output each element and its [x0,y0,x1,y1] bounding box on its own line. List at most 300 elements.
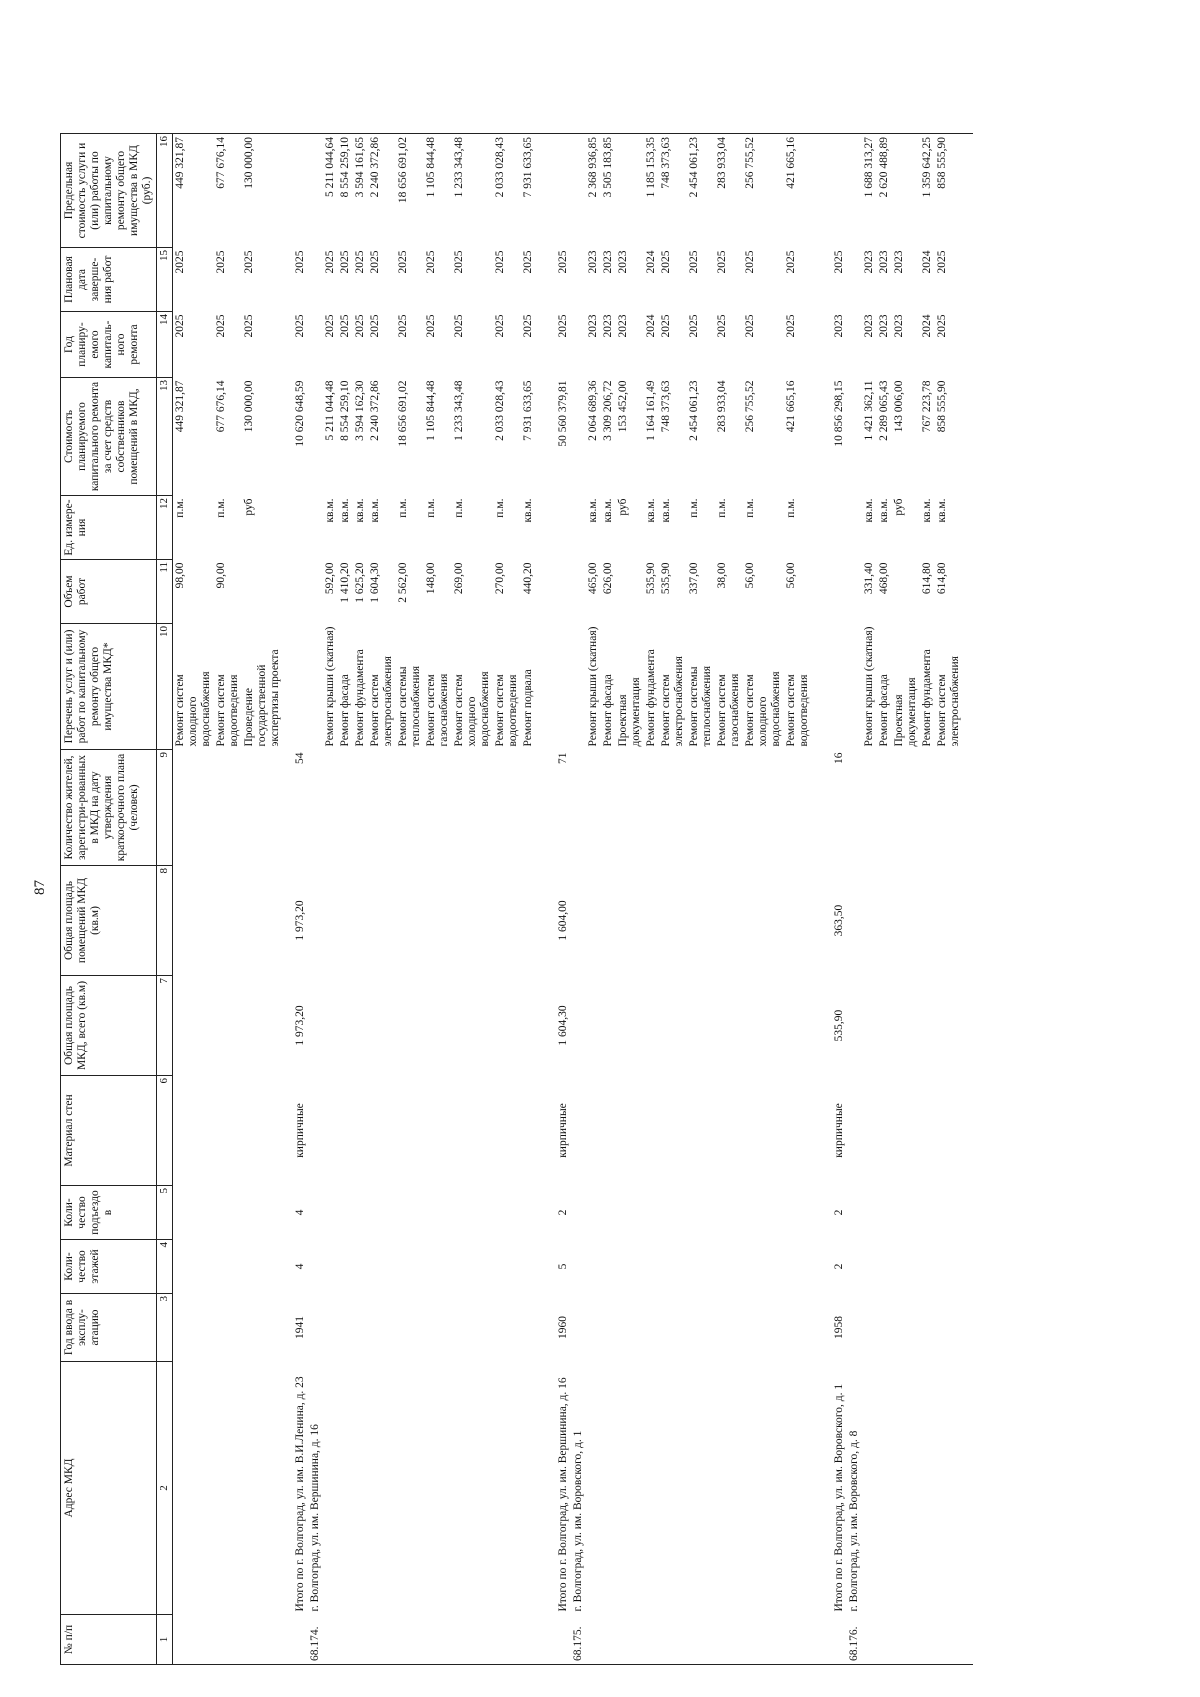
empty-cell [743,866,784,976]
work-end-date: 2025 [174,250,186,274]
work-name: Ремонт крыши (скатная) [587,626,599,747]
empty-cell [920,750,935,866]
item-number: 68.175. [571,1615,586,1665]
empty-cell [338,1362,353,1615]
empty-cell [396,866,424,976]
empty-cell [571,248,586,312]
empty-cell [571,1186,586,1240]
empty-cell [424,1076,452,1186]
work-cost: 130 000,00 [243,380,255,433]
empty-cell [687,866,715,976]
empty-cell [784,1240,812,1294]
empty-cell [586,750,601,866]
column-header: Плановая дата заверше-ния работ [61,248,157,312]
work-row [396,134,424,1665]
work-limit-cost: 256 755,52 [743,134,784,248]
work-unit: п.м. [174,498,186,518]
capital-repair-table [60,133,973,1665]
empty-cell [687,976,715,1076]
empty-cell [832,496,847,560]
work-name: Ремонт подвала [522,669,534,747]
empty-cell [822,560,832,624]
work-row [935,134,963,1665]
empty-cell [173,866,215,976]
empty-cell [536,750,546,866]
empty-cell [214,750,242,866]
work-end-date: 2024 [921,250,933,274]
column-header: Стоимость планируемого капитального ремонта за счет средств собственников помещений в МКД, [61,378,157,496]
empty-cell [847,496,862,560]
empty-cell [743,1294,784,1362]
column-number: 3 [157,1294,173,1362]
empty-cell [338,1186,353,1240]
work-limit-cost: 1 688 313,27 [862,134,877,248]
empty-cell [353,1076,368,1186]
empty-cell [242,1294,283,1362]
column-number: 6 [157,1076,173,1186]
work-limit-cost: 1 359 642,25 [920,134,935,248]
empty-cell [308,312,323,378]
empty-cell [546,560,556,624]
empty-cell [586,1615,601,1665]
empty-cell [242,1240,283,1294]
empty-cell [586,1240,601,1294]
empty-cell [743,1362,784,1615]
work-limit-cost: 3 505 183,85 [601,134,616,248]
work-name: Ремонт крыши (скатная) [863,626,875,747]
work-name: Ремонт систем водоотведения [215,674,240,747]
work-unit: кв.м. [339,498,351,523]
empty-cell [935,1294,963,1362]
building-address: г. Волгоград, ул. им. Воровского, д. 1 [572,1430,584,1612]
work-year: 2023 [602,314,614,338]
empty-cell [920,1362,935,1615]
empty-cell [242,1362,283,1615]
work-limit-cost: 283 933,04 [715,134,743,248]
work-unit: кв.м. [602,498,614,523]
empty-cell [424,1186,452,1240]
empty-cell [536,1240,546,1294]
work-volume: 468,00 [878,562,890,595]
work-volume: 614,80 [936,562,948,595]
empty-cell [847,378,862,496]
work-end-date: 2025 [324,250,336,274]
empty-cell [862,1615,877,1665]
empty-cell [644,1240,659,1294]
spacer-row [546,134,556,1665]
work-row [743,134,784,1665]
empty-cell [601,750,616,866]
empty-cell [935,1240,963,1294]
empty-cell [452,750,493,866]
empty-cell [715,750,743,866]
empty-cell [743,1240,784,1294]
empty-cell [659,1615,687,1665]
empty-cell [368,1615,396,1665]
work-unit: кв.м. [660,498,672,523]
work-unit: кв.м. [645,498,657,523]
column-header: Год планиру-емого капиталь-ного ремонта [61,312,157,378]
empty-cell [847,248,862,312]
work-end-date: 2023 [893,250,905,274]
empty-cell [586,1186,601,1240]
empty-cell [963,1186,973,1240]
work-row [353,134,368,1665]
page-number: 87 [32,880,48,895]
area-premises: 1 973,20 [294,900,306,941]
empty-cell [424,1362,452,1615]
work-cost: 2 064 689,36 [587,380,599,441]
empty-cell [715,1362,743,1615]
empty-cell [396,976,424,1076]
work-end-date: 2025 [494,250,506,274]
empty-cell [546,1294,556,1362]
empty-cell [963,1615,973,1665]
work-cost: 153 452,00 [617,380,629,433]
column-header: Адрес МКД [61,1362,157,1615]
work-row [173,134,215,1665]
empty-cell [521,866,536,976]
empty-cell [847,560,862,624]
work-limit-cost: 677 676,14 [214,134,242,248]
work-end-date: 2025 [522,250,534,274]
empty-cell [214,866,242,976]
work-volume: 2 562,00 [397,562,409,603]
column-number: 5 [157,1186,173,1240]
empty-cell [822,1362,832,1615]
work-year: 2023 [863,314,875,338]
work-year: 2024 [921,314,933,338]
empty-cell [659,1240,687,1294]
empty-cell [546,1615,556,1665]
empty-cell [847,312,862,378]
work-unit: руб [893,498,905,516]
work-unit: кв.м. [587,498,599,523]
empty-cell [586,976,601,1076]
empty-cell [812,1615,822,1665]
work-cost: 2 240 372,86 [369,380,381,441]
empty-cell [812,1240,822,1294]
empty-cell [546,866,556,976]
total-cost: 10 620 648,59 [294,380,306,447]
empty-cell [784,750,812,866]
empty-cell [743,1615,784,1665]
empty-cell [283,1076,293,1186]
empty-cell [687,1076,715,1186]
empty-cell [173,976,215,1076]
empty-cell [368,1076,396,1186]
work-cost: 1 105 844,48 [425,380,437,441]
empty-cell [784,1294,812,1362]
column-number: 15 [157,248,173,312]
empty-cell [308,1240,323,1294]
empty-cell [521,1186,536,1240]
column-header: Коли-чество подъездо в [61,1186,157,1240]
empty-cell [601,1186,616,1240]
work-row [616,134,644,1665]
empty-cell [308,378,323,496]
total-end-date: 2025 [557,250,569,274]
empty-cell [920,1076,935,1186]
column-number: 10 [157,624,173,750]
column-header: Перечень услуг и (или) работ по капитальному ремонту общего имущества МКД* [61,624,157,750]
empty-cell [586,866,601,976]
entrances-count: 4 [294,1209,306,1216]
empty-cell [935,1362,963,1615]
empty-cell [452,976,493,1076]
empty-cell [920,976,935,1076]
building-address: г. Волгоград, ул. им. Воровского, д. 8 [848,1430,860,1612]
empty-cell [743,1186,784,1240]
empty-cell [812,248,822,312]
empty-cell [571,624,586,750]
empty-cell [283,1362,293,1615]
address-row [847,134,862,1665]
empty-cell [659,750,687,866]
empty-cell [616,1615,644,1665]
empty-cell [935,976,963,1076]
column-number-row [157,134,173,1665]
work-limit-cost: 1 185 153,35 [644,134,659,248]
empty-cell [214,1294,242,1362]
empty-cell [173,1362,215,1615]
work-end-date: 2025 [744,250,756,274]
empty-cell [546,624,556,750]
empty-cell [338,1076,353,1186]
work-year: 2025 [397,314,409,338]
empty-cell [546,1076,556,1186]
empty-cell [963,1240,973,1294]
empty-cell [536,1615,546,1665]
empty-cell [963,624,973,750]
work-end-date: 2025 [453,250,465,274]
work-limit-cost: 748 373,63 [659,134,687,248]
empty-cell [784,866,812,976]
work-cost: 18 656 691,02 [397,380,409,447]
empty-cell [396,1294,424,1362]
empty-cell [687,1362,715,1615]
empty-cell [571,378,586,496]
residents-count: 71 [557,752,569,764]
work-unit: кв.м. [921,498,933,523]
spacer-row [963,134,973,1665]
empty-cell [546,312,556,378]
work-year: 2025 [522,314,534,338]
column-header: Количество жителей, зарегистри-рованных в МКД на дату утверждения краткосрочного плана (человек) [61,750,157,866]
empty-cell [424,1240,452,1294]
empty-cell [743,750,784,866]
empty-cell [822,624,832,750]
work-year: 2025 [936,314,948,338]
empty-cell [308,560,323,624]
empty-cell [452,1362,493,1615]
work-end-date: 2023 [587,250,599,274]
work-volume: 56,00 [744,562,756,589]
empty-cell [493,866,521,976]
empty-cell [715,1294,743,1362]
empty-cell [812,1076,822,1186]
work-end-date: 2025 [215,250,227,274]
empty-cell [877,1615,892,1665]
work-volume: 98,00 [174,562,186,589]
work-volume: 614,80 [921,562,933,595]
empty-cell [536,312,546,378]
empty-cell [601,1076,616,1186]
empty-cell [283,866,293,976]
work-name: Ремонт фасада [878,674,890,747]
build-year: 1960 [557,1316,569,1339]
empty-cell [812,750,822,866]
empty-cell [862,1240,877,1294]
empty-cell [963,134,973,248]
empty-cell [283,624,293,750]
work-name: Проектная документация [893,677,918,747]
empty-cell [832,1615,847,1665]
work-unit: п.м. [215,498,227,518]
work-limit-cost: 2 240 372,86 [368,134,396,248]
empty-cell [293,1615,308,1665]
work-year: 2025 [243,314,255,338]
empty-cell [847,134,862,248]
empty-cell [822,1186,832,1240]
empty-cell [323,976,338,1076]
empty-cell [892,976,920,1076]
work-volume: 337,00 [688,562,700,595]
empty-cell [242,1186,283,1240]
total-label: Итого по г. Волгоград, ул. им. Вершинина, д. 16 [557,1377,569,1612]
empty-cell [571,976,586,1076]
empty-cell [546,496,556,560]
work-limit-cost: 5 211 044,64 [323,134,338,248]
work-name: Ремонт систем электроснабжения [660,656,685,747]
work-row [715,134,743,1665]
work-volume: 56,00 [785,562,797,589]
total-plan-year: 2025 [557,314,569,338]
empty-cell [715,1615,743,1665]
empty-cell [283,1186,293,1240]
empty-cell [536,1362,546,1615]
building-address: г. Волгоград, ул. им. Вершинина, д. 16 [309,1424,321,1612]
empty-cell [571,134,586,248]
empty-cell [424,866,452,976]
empty-cell [822,866,832,976]
empty-cell [323,1186,338,1240]
empty-cell [892,1186,920,1240]
empty-cell [715,1186,743,1240]
work-volume: 592,00 [324,562,336,595]
work-volume [616,560,644,624]
work-year: 2023 [587,314,599,338]
empty-cell [935,750,963,866]
address-row [308,134,323,1665]
work-unit: п.м. [785,498,797,518]
empty-cell [424,1294,452,1362]
work-year: 2024 [645,314,657,338]
empty-cell [601,1240,616,1294]
spacer-row [822,134,832,1665]
work-volume: 1 604,30 [369,562,381,603]
empty-cell [396,1076,424,1186]
empty-cell [616,866,644,976]
work-row [452,134,493,1665]
empty-cell [424,750,452,866]
empty-cell [323,750,338,866]
empty-cell [571,866,586,976]
column-header: Общая площадь МКД, всего (кв.м) [61,976,157,1076]
empty-cell [283,750,293,866]
work-end-date: 2025 [369,250,381,274]
empty-cell [353,866,368,976]
empty-cell [812,1294,822,1362]
empty-cell [812,496,822,560]
total-plan-year: 2023 [833,314,845,338]
empty-cell [308,1076,323,1186]
work-limit-cost: 449 321,87 [173,134,215,248]
empty-cell [546,1186,556,1240]
work-limit-cost [892,134,920,248]
empty-cell [536,1186,546,1240]
empty-cell [452,1076,493,1186]
work-volume: 1 410,20 [339,562,351,603]
wall-material: кирпичные [833,1103,845,1158]
work-unit: кв.м. [369,498,381,523]
work-unit: кв.м. [354,498,366,523]
empty-cell [812,976,822,1076]
work-name: Ремонт крыши (скатная) [324,626,336,747]
work-row [214,134,242,1665]
work-end-date: 2025 [397,250,409,274]
work-year: 2025 [354,314,366,338]
work-unit: руб [243,498,255,516]
wall-material: кирпичные [557,1103,569,1158]
empty-cell [536,976,546,1076]
work-limit-cost: 2 454 061,23 [687,134,715,248]
empty-cell [832,624,847,750]
empty-cell [644,1294,659,1362]
column-number: 16 [157,134,173,248]
empty-cell [368,1294,396,1362]
empty-cell [368,750,396,866]
empty-cell [556,560,571,624]
empty-cell [536,134,546,248]
empty-cell [812,312,822,378]
empty-cell [812,134,822,248]
column-header: Год ввода в эксплу-атацию [61,1294,157,1362]
empty-cell [521,1240,536,1294]
work-name: Ремонт фундамента [921,649,933,747]
empty-cell [644,1186,659,1240]
work-volume: 90,00 [215,562,227,589]
empty-cell [536,496,546,560]
total-label: Итого по г. Волгоград, ул. им. В.И.Ленина, д. 23 [294,1376,306,1612]
empty-cell [963,1294,973,1362]
empty-cell [822,378,832,496]
empty-cell [546,750,556,866]
empty-cell [214,1615,242,1665]
empty-cell [556,496,571,560]
work-cost: 1 421 362,11 [863,380,875,441]
work-name: Ремонт систем электроснабжения [936,656,961,747]
empty-cell [812,560,822,624]
empty-cell [308,624,323,750]
work-cost: 143 006,00 [893,380,905,433]
empty-cell [616,750,644,866]
empty-cell [862,866,877,976]
empty-cell [963,750,973,866]
empty-cell [935,866,963,976]
empty-cell [892,750,920,866]
empty-cell [493,1186,521,1240]
